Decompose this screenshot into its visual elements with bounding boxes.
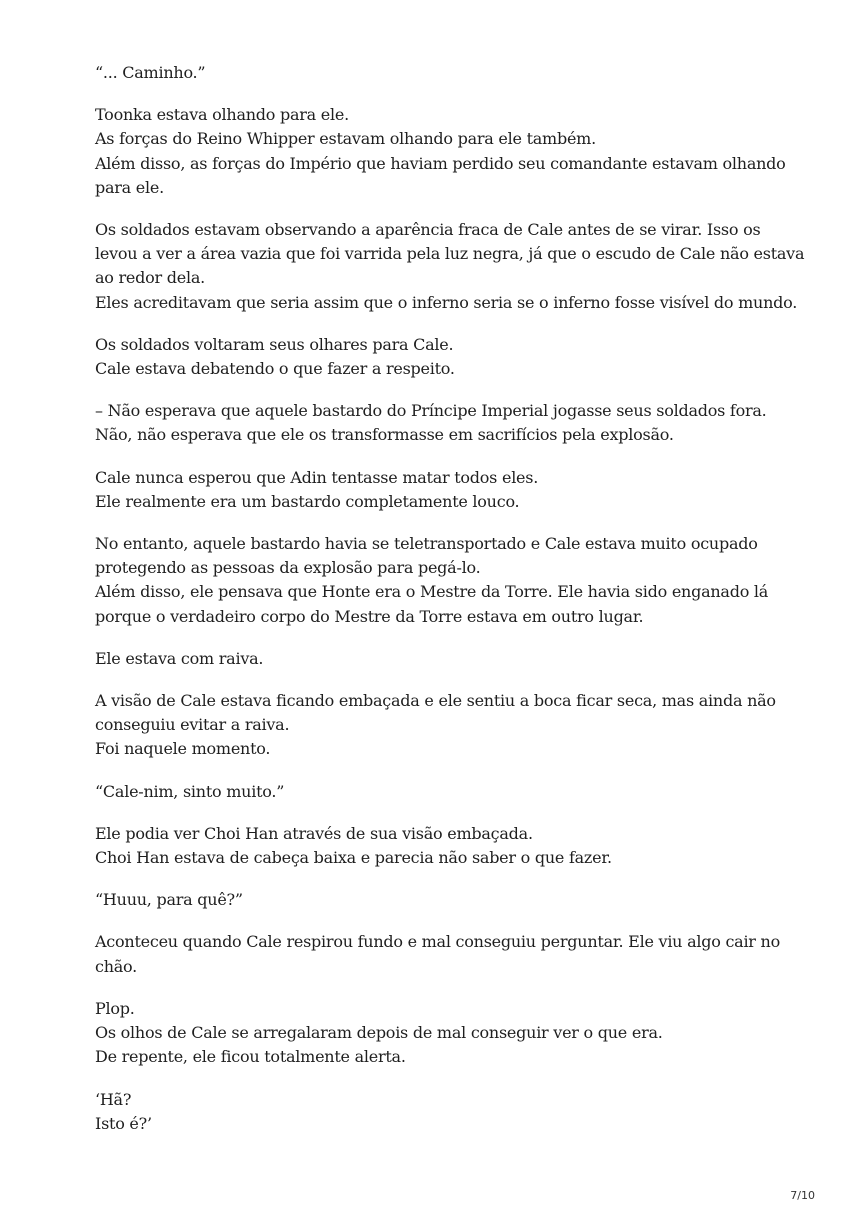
text-line: No entanto, aquele bastardo havia se teletransportado e Cale estava muito ocupado	[95, 534, 758, 554]
paragraph	[95, 532, 795, 629]
text-line: A visão de Cale estava ficando embaçada e ele sentiu a boca ficar seca, mas ainda não	[95, 691, 776, 711]
text-line: “Cale-nim, sinto muito.”	[95, 781, 285, 801]
text-line: Ele estava com raiva.	[95, 648, 264, 668]
paragraph	[95, 1088, 795, 1136]
paragraph	[95, 822, 795, 870]
text-line: chão.	[95, 956, 137, 976]
text-line: para ele.	[95, 177, 164, 197]
text-line: Os olhos de Cale se arregalaram depois de mal conseguir ver o que era.	[95, 1023, 663, 1043]
text-line: Os soldados estavam observando a aparência fraca de Cale antes de se virar. Isso os	[95, 220, 761, 240]
paragraph	[95, 930, 795, 978]
paragraph	[95, 103, 795, 200]
text-line: Foi naquele momento.	[95, 739, 271, 759]
text-line: Além disso, as forças do Império que haviam perdido seu comandante estavam olhando	[95, 153, 786, 173]
text-line: levou a ver a área vazia que foi varrida pela luz negra, já que o escudo de Cale não estava	[95, 244, 805, 264]
text-line: Plop.	[95, 998, 135, 1018]
text-line: Ele podia ver Choi Han através de sua visão embaçada.	[95, 823, 533, 843]
paragraph	[95, 780, 795, 804]
text-line: “... Caminho.”	[95, 63, 206, 82]
paragraph	[95, 218, 805, 315]
paragraph	[95, 399, 795, 447]
text-line: Não, não esperava que ele os transformasse em sacrifícios pela explosão.	[95, 425, 674, 445]
text-line: Aconteceu quando Cale respirou fundo e mal conseguiu perguntar. Ele viu algo cair no	[95, 932, 780, 952]
text-line: Os soldados voltaram seus olhares para Cale.	[95, 334, 454, 354]
text-line: “Huuu, para quê?”	[95, 890, 243, 910]
paragraph	[95, 997, 795, 1070]
text-line: Eles acreditavam que seria assim que o inferno seria se o inferno fosse visível do mundo.	[95, 292, 798, 312]
text-line: De repente, ele ficou totalmente alerta.	[95, 1047, 406, 1067]
paragraph	[95, 333, 795, 381]
text-line: ao redor dela.	[95, 268, 205, 288]
page-number: 7/10	[790, 1189, 815, 1202]
text-line: Cale nunca esperou que Adin tentasse matar todos eles.	[95, 467, 539, 487]
document-body	[95, 61, 805, 1154]
text-line: Choi Han estava de cabeça baixa e parecia não saber o que fazer.	[95, 848, 612, 868]
text-line: conseguiu evitar a raiva.	[95, 715, 290, 735]
text-line: Além disso, ele pensava que Honte era o Mestre da Torre. Ele havia sido enganado lá	[95, 582, 769, 602]
text-line: Ele realmente era um bastardo completamente louco.	[95, 491, 520, 511]
paragraph	[95, 647, 795, 671]
paragraph	[95, 888, 795, 912]
text-line: Cale estava debatendo o que fazer a respeito.	[95, 359, 455, 379]
paragraph	[95, 61, 795, 85]
text-line: protegendo as pessoas da explosão para pegá-lo.	[95, 558, 481, 578]
text-line: porque o verdadeiro corpo do Mestre da Torre estava em outro lugar.	[95, 606, 644, 626]
text-line: ‘Hã?	[95, 1089, 132, 1109]
paragraph	[95, 466, 795, 514]
text-line: – Não esperava que aquele bastardo do Príncipe Imperial jogasse seus soldados fora.	[95, 401, 767, 421]
text-line: As forças do Reino Whipper estavam olhando para ele também.	[95, 129, 596, 149]
text-line: Toonka estava olhando para ele.	[95, 105, 349, 125]
paragraph	[95, 689, 795, 762]
text-line: Isto é?’	[95, 1113, 152, 1133]
